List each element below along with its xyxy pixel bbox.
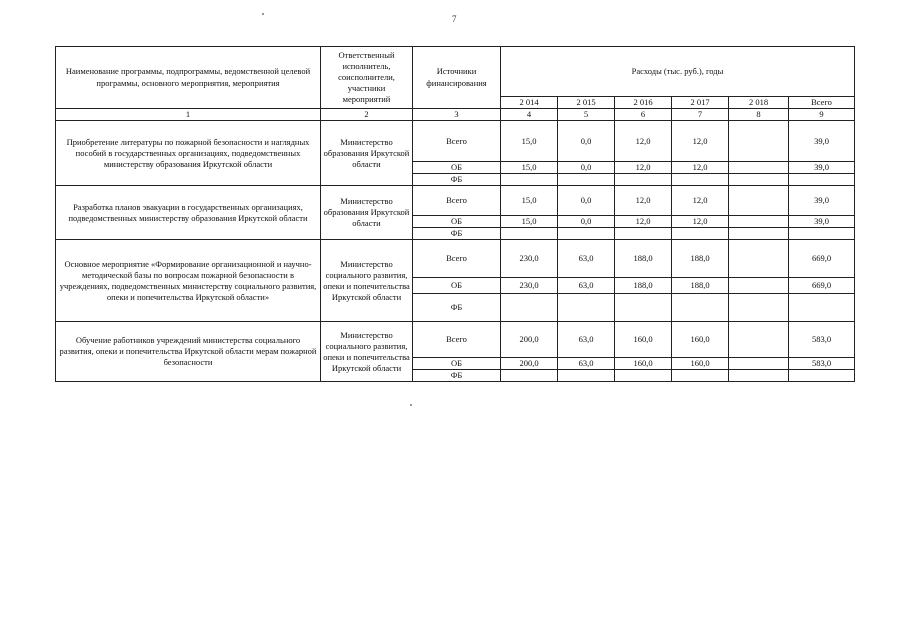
value-cell: 39,0	[789, 186, 855, 216]
value-cell	[729, 358, 789, 370]
value-cell	[729, 228, 789, 240]
header-executor: Ответственный исполнитель, соисполнители, участники мероприятий	[321, 47, 413, 109]
value-cell: 12,0	[672, 216, 729, 228]
value-cell: 15,0	[501, 162, 558, 174]
value-cell	[789, 174, 855, 186]
value-cell: 188,0	[615, 240, 672, 278]
value-cell	[501, 294, 558, 322]
value-cell	[501, 370, 558, 382]
value-cell	[729, 240, 789, 278]
value-cell	[615, 228, 672, 240]
value-cell: 669,0	[789, 240, 855, 278]
value-cell: 39,0	[789, 121, 855, 162]
funding-source: ФБ	[413, 370, 501, 382]
value-cell	[672, 228, 729, 240]
executor: Министерство образования Иркутской области	[321, 186, 413, 240]
value-cell: 63,0	[558, 322, 615, 358]
value-cell: 200,0	[501, 322, 558, 358]
executor: Министерство социального развития, опеки и попечительства Иркутской области	[321, 240, 413, 322]
value-cell: 160,0	[672, 322, 729, 358]
value-cell: 12,0	[672, 186, 729, 216]
value-cell: 12,0	[672, 162, 729, 174]
header-year-2015: 2 015	[558, 97, 615, 109]
header-expenses: Расходы (тыс. руб.), годы	[501, 47, 855, 97]
value-cell	[672, 294, 729, 322]
header-total: Всего	[789, 97, 855, 109]
value-cell: 12,0	[615, 216, 672, 228]
value-cell	[729, 186, 789, 216]
program-name: Приобретение литературы по пожарной безопасности и наглядных пособий в государственных организациях, подведомственных министерству образования Иркутской области	[56, 121, 321, 186]
funding-source: Всего	[413, 121, 501, 162]
column-index: 3	[413, 109, 501, 121]
value-cell	[729, 216, 789, 228]
value-cell	[789, 370, 855, 382]
funding-source: Всего	[413, 322, 501, 358]
column-index: 2	[321, 109, 413, 121]
value-cell: 230,0	[501, 278, 558, 294]
executor: Министерство образования Иркутской области	[321, 121, 413, 186]
value-cell	[558, 228, 615, 240]
funding-source: Всего	[413, 186, 501, 216]
value-cell: 0,0	[558, 186, 615, 216]
value-cell	[729, 322, 789, 358]
value-cell	[558, 294, 615, 322]
funding-source: Всего	[413, 240, 501, 278]
column-index: 7	[672, 109, 729, 121]
value-cell: 63,0	[558, 278, 615, 294]
value-cell: 15,0	[501, 216, 558, 228]
value-cell: 188,0	[672, 240, 729, 278]
funding-source: ОБ	[413, 216, 501, 228]
value-cell	[729, 370, 789, 382]
header-funding-source: Источники финансирования	[413, 47, 501, 109]
scan-speck	[410, 404, 412, 406]
value-cell	[729, 162, 789, 174]
value-cell	[501, 228, 558, 240]
value-cell: 12,0	[672, 121, 729, 162]
value-cell	[672, 174, 729, 186]
scan-speck	[262, 13, 264, 15]
value-cell: 12,0	[615, 186, 672, 216]
value-cell	[501, 174, 558, 186]
header-year-2014: 2 014	[501, 97, 558, 109]
value-cell: 160,0	[672, 358, 729, 370]
value-cell: 12,0	[615, 162, 672, 174]
value-cell: 0,0	[558, 162, 615, 174]
program-name: Разработка планов эвакуации в государственных организациях, подведомственных министерству образования Иркутской области	[56, 186, 321, 240]
value-cell	[615, 370, 672, 382]
budget-table	[55, 46, 855, 382]
value-cell: 160,0	[615, 358, 672, 370]
header-year-2017: 2 017	[672, 97, 729, 109]
header-year-2016: 2 016	[615, 97, 672, 109]
value-cell	[789, 228, 855, 240]
column-index: 9	[789, 109, 855, 121]
value-cell: 0,0	[558, 216, 615, 228]
value-cell: 63,0	[558, 240, 615, 278]
column-index: 5	[558, 109, 615, 121]
funding-source: ОБ	[413, 278, 501, 294]
value-cell: 15,0	[501, 186, 558, 216]
value-cell	[789, 294, 855, 322]
funding-source: ФБ	[413, 228, 501, 240]
page-number: 7	[452, 14, 457, 24]
value-cell: 230,0	[501, 240, 558, 278]
value-cell: 583,0	[789, 358, 855, 370]
program-name: Обучение работников учреждений министерства социального развития, опеки и попечительства Иркутской области мерам пожарной безопасности	[56, 322, 321, 382]
header-program-name: Наименование программы, подпрограммы, ведомственной целевой программы, основного мероприятия, мероприятия	[56, 47, 321, 109]
value-cell: 0,0	[558, 121, 615, 162]
value-cell: 39,0	[789, 162, 855, 174]
value-cell: 160,0	[615, 322, 672, 358]
value-cell: 669,0	[789, 278, 855, 294]
funding-source: ОБ	[413, 162, 501, 174]
value-cell	[729, 121, 789, 162]
funding-source: ФБ	[413, 294, 501, 322]
column-index: 8	[729, 109, 789, 121]
funding-source: ОБ	[413, 358, 501, 370]
value-cell: 39,0	[789, 216, 855, 228]
value-cell	[672, 370, 729, 382]
value-cell: 63,0	[558, 358, 615, 370]
value-cell	[729, 174, 789, 186]
value-cell	[729, 294, 789, 322]
value-cell	[615, 174, 672, 186]
value-cell	[558, 370, 615, 382]
value-cell: 188,0	[672, 278, 729, 294]
program-name: Основное мероприятие «Формирование организационной и научно-методической базы по вопросам пожарной безопасности в учреждениях, подведомственных министерству социального развития, опеки и попечительства Иркутской области»	[56, 240, 321, 322]
executor: Министерство социального развития, опеки и попечительства Иркутской области	[321, 322, 413, 382]
column-index: 1	[56, 109, 321, 121]
header-year-2018: 2 018	[729, 97, 789, 109]
value-cell: 188,0	[615, 278, 672, 294]
value-cell: 583,0	[789, 322, 855, 358]
value-cell: 200,0	[501, 358, 558, 370]
value-cell	[615, 294, 672, 322]
funding-source: ФБ	[413, 174, 501, 186]
value-cell	[729, 278, 789, 294]
column-index: 6	[615, 109, 672, 121]
value-cell: 12,0	[615, 121, 672, 162]
value-cell	[558, 174, 615, 186]
value-cell: 15,0	[501, 121, 558, 162]
column-index: 4	[501, 109, 558, 121]
